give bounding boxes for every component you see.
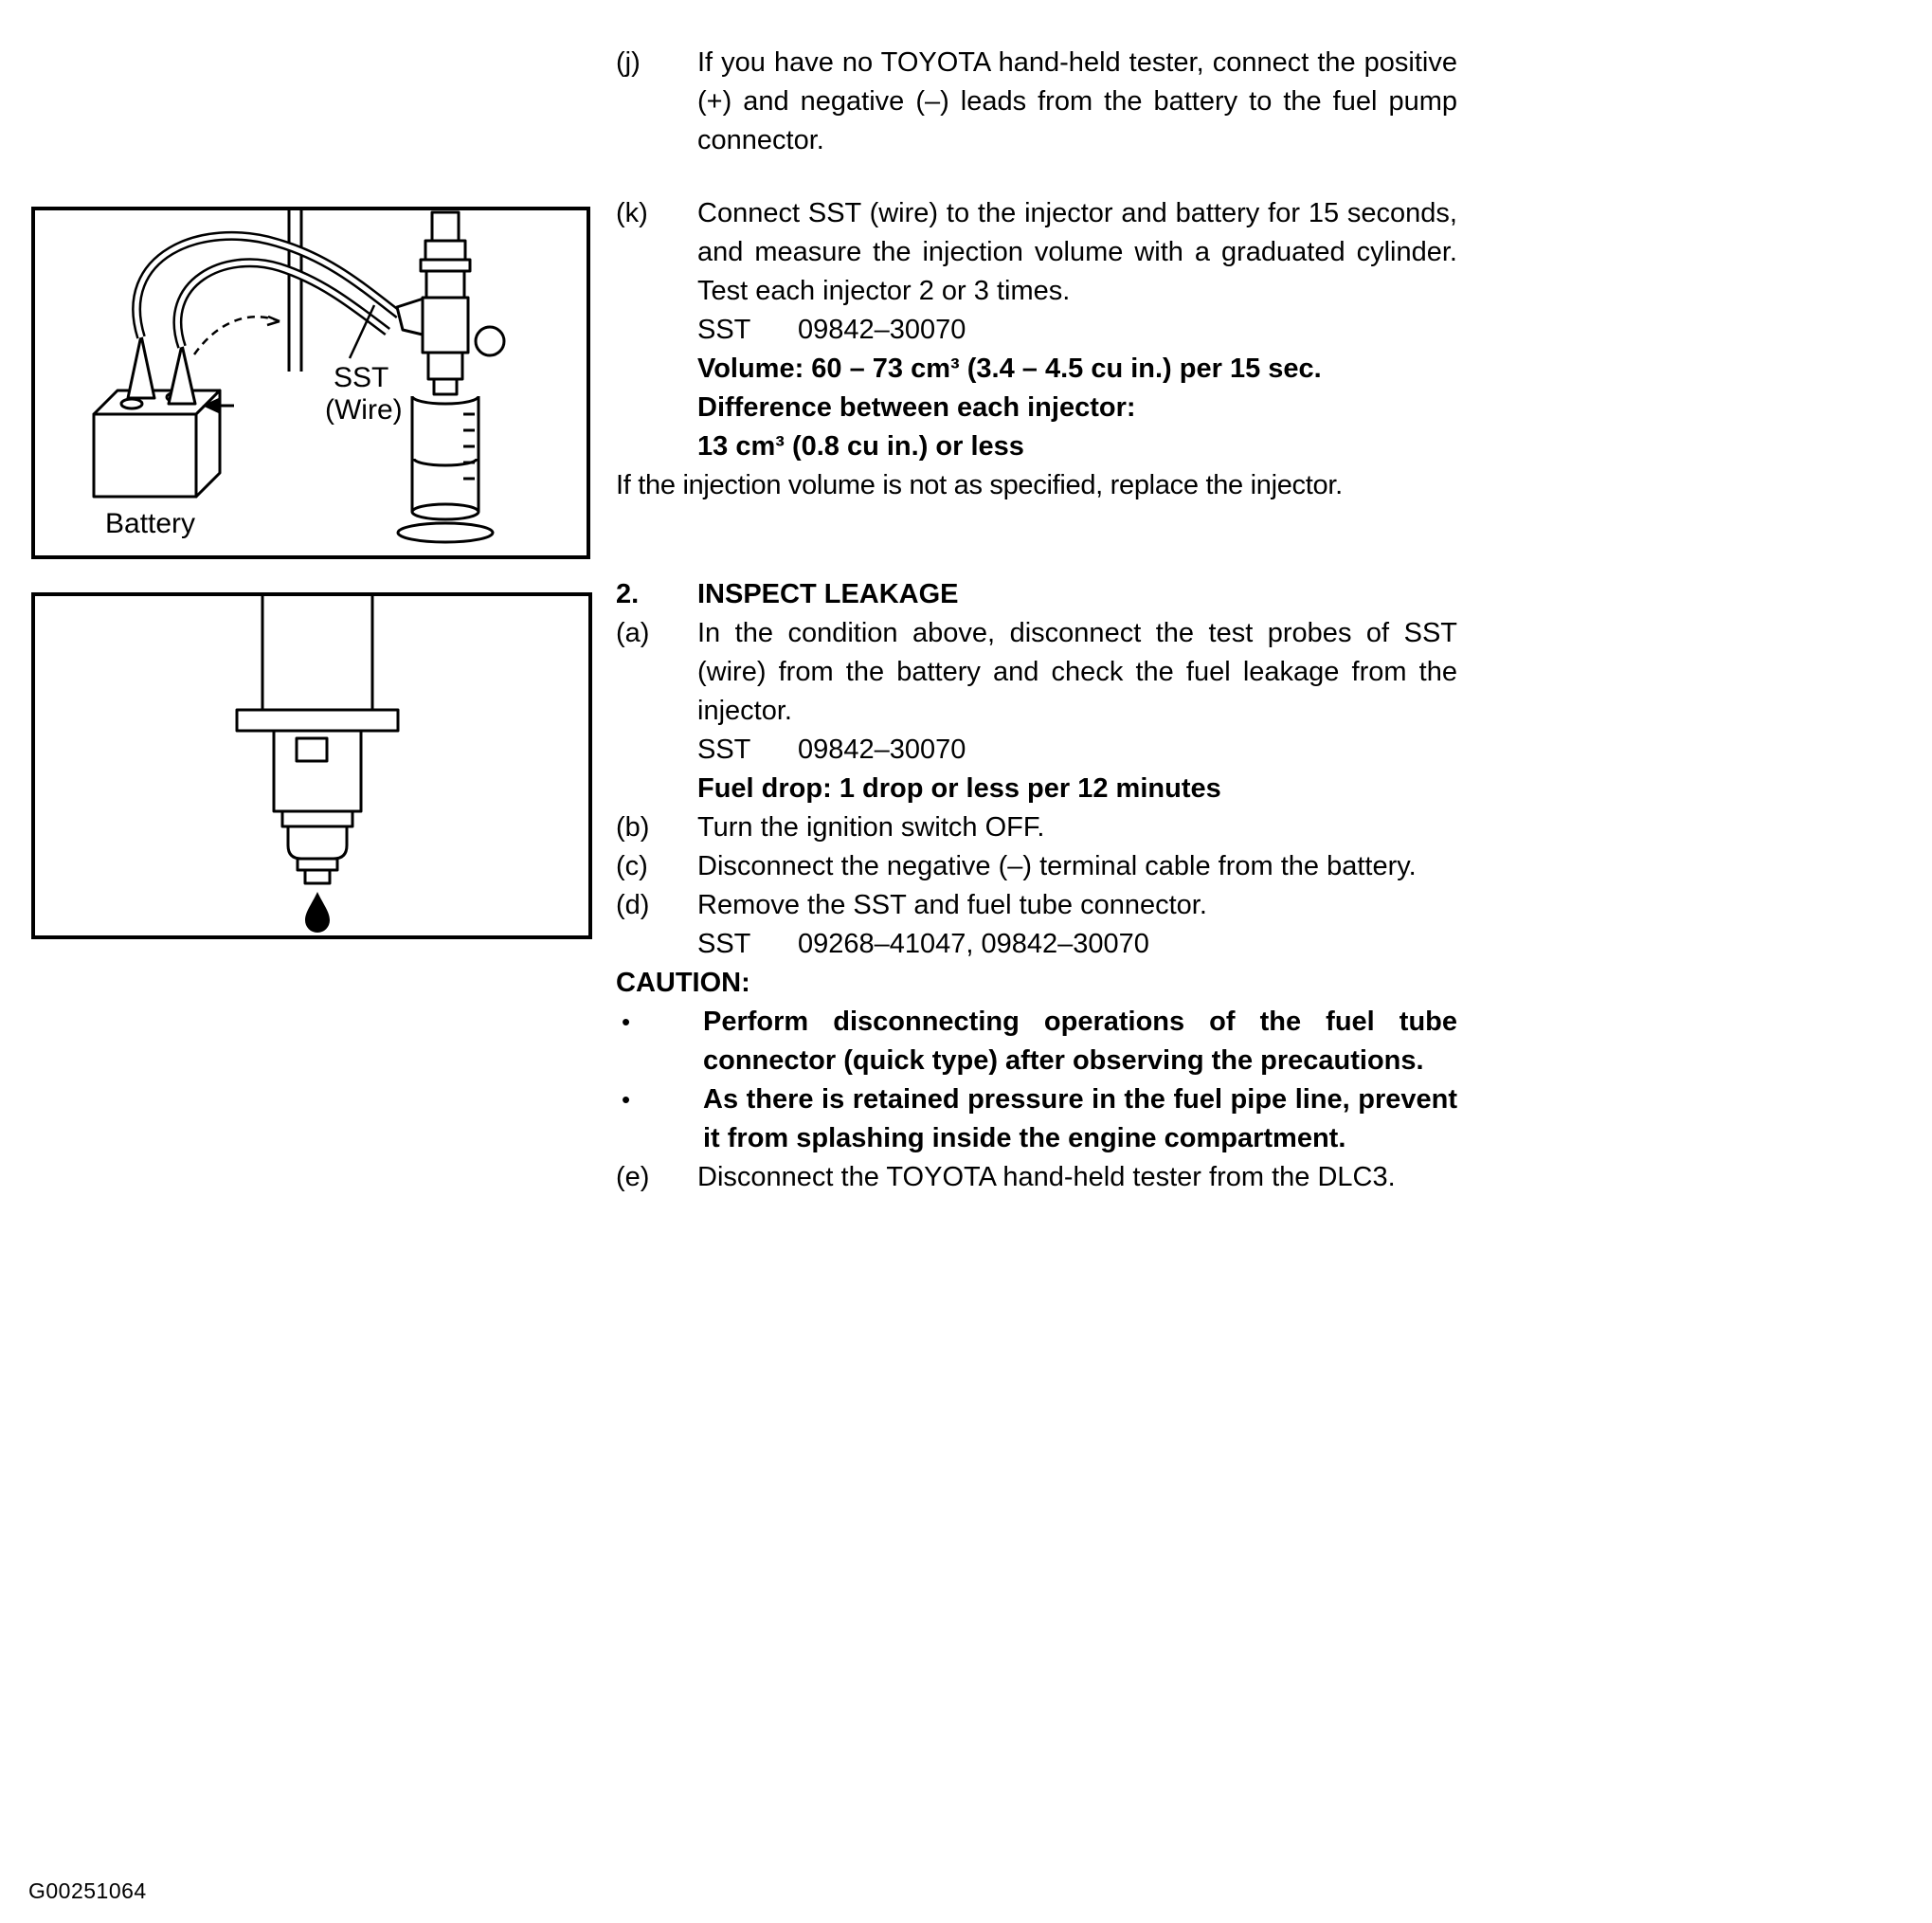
step-a <box>616 614 1457 808</box>
step-d-sst-row <box>697 925 1457 964</box>
sst-label-text: SST <box>697 315 751 345</box>
step-j-marker: (j) <box>616 47 641 78</box>
caution-bullet-1 <box>616 1003 1457 1080</box>
section-2-number: 2. <box>616 579 640 609</box>
step-c-marker: (c) <box>616 851 648 881</box>
step-d <box>616 886 1457 964</box>
section-2-heading <box>616 575 1457 614</box>
step-b <box>616 808 1457 847</box>
step-c-text: Disconnect the negative (–) terminal cable from the battery. <box>697 851 1417 881</box>
bullet-icon: • <box>622 1085 631 1114</box>
step-d-text: Remove the SST and fuel tube connector. <box>697 890 1207 920</box>
spec-difference-title: Difference between each injector: <box>697 392 1136 423</box>
graduated-cylinder-drawing <box>398 396 493 542</box>
battery-label: Battery <box>105 508 196 539</box>
step-e-text: Disconnect the TOYOTA hand-held tester from the DLC3. <box>697 1162 1396 1192</box>
step-k-marker: (k) <box>616 198 648 228</box>
fuel-drop-icon <box>305 892 330 933</box>
injection-volume-note: If the injection volume is not as specified, replace the injector. <box>616 470 1343 500</box>
injector-leak-drawing <box>237 596 398 883</box>
step-a-text: In the condition above, disconnect the test probes of SST (wire) from the battery and check the fuel leakage from the injector. <box>697 618 1457 726</box>
section-2-title: INSPECT LEAKAGE <box>697 579 959 609</box>
step-e <box>616 1158 1457 1197</box>
caution-bullet-1-text: Perform disconnecting operations of the fuel tube connector (quick type) after observing the precautions. <box>703 1007 1457 1076</box>
sst-number: 09268–41047, 09842–30070 <box>798 929 1149 959</box>
step-b-marker: (b) <box>616 812 650 843</box>
spec-difference-value: 13 cm³ (0.8 cu in.) or less <box>697 431 1024 462</box>
step-j-text: If you have no TOYOTA hand-held tester, connect the positive (+) and negative (–) leads from the battery to the fuel pump connector. <box>697 47 1457 155</box>
sst-label: SST <box>334 362 389 393</box>
sst-label-text: SST <box>697 735 751 765</box>
figure-reference-code: G00251064 <box>28 1878 147 1903</box>
caution-title: CAUTION: <box>616 968 750 998</box>
wire-label: (Wire) <box>325 394 403 426</box>
battery-drawing <box>94 390 220 497</box>
caution-bullet-2-text: As there is retained pressure in the fuel pipe line, prevent it from splashing inside the engine compartment. <box>703 1084 1457 1153</box>
step-k <box>616 194 1457 466</box>
step-c <box>616 847 1457 886</box>
step-e-marker: (e) <box>616 1162 650 1192</box>
fuel-pipe-lines <box>289 210 301 372</box>
figure-leakage-check <box>31 592 592 939</box>
instructions-column <box>616 44 1457 1197</box>
caution-bullet-2 <box>616 1080 1457 1158</box>
step-b-text: Turn the ignition switch OFF. <box>697 812 1045 843</box>
spec-fuel-drop: Fuel drop: 1 drop or less per 12 minutes <box>697 773 1221 804</box>
injector-drawing <box>397 212 504 394</box>
step-a-sst-row <box>697 731 1457 770</box>
caution-block <box>616 964 1457 1158</box>
fuel-drop-illustration <box>35 596 588 935</box>
sst-label-text: SST <box>697 929 751 959</box>
step-k-sst-row <box>697 311 1457 350</box>
bullet-icon: • <box>622 1007 631 1036</box>
step-a-marker: (a) <box>616 618 650 648</box>
battery-wiring-illustration <box>35 210 587 555</box>
spec-volume: Volume: 60 – 73 cm³ (3.4 – 4.5 cu in.) per 15 sec. <box>697 354 1322 384</box>
sst-number: 09842–30070 <box>798 315 966 345</box>
step-j <box>616 44 1457 160</box>
step-k-text: Connect SST (wire) to the injector and battery for 15 seconds, and measure the injection volume with a graduated cylinder. Test each injector 2 or 3 times. <box>697 198 1457 306</box>
figure-injection-volume-test <box>31 207 590 559</box>
sst-number: 09842–30070 <box>798 735 966 765</box>
step-d-marker: (d) <box>616 890 650 920</box>
